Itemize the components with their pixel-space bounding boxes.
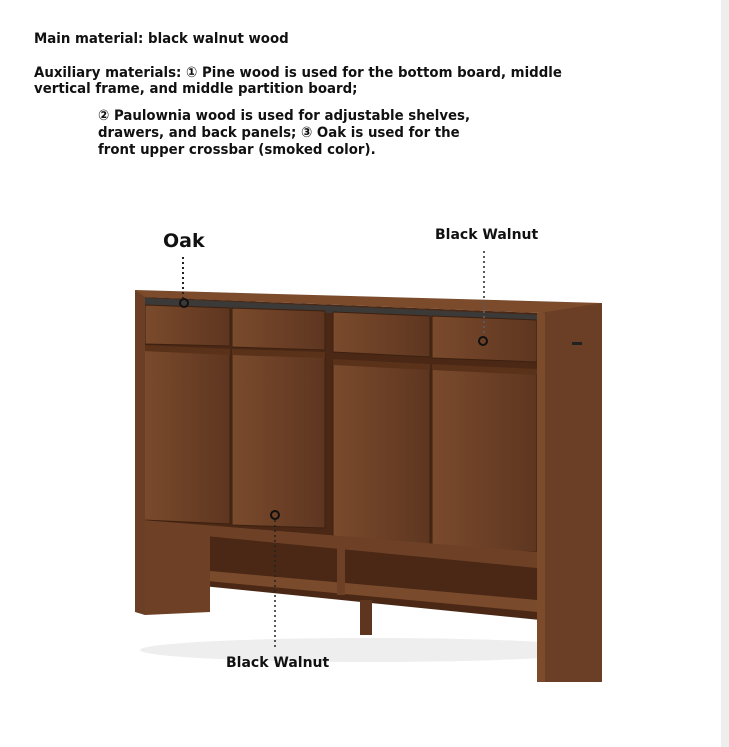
black-walnut-bottom-label: Black Walnut [226, 655, 330, 671]
cabinet-right-side [540, 303, 602, 682]
door [432, 365, 537, 552]
main-material-text: Main material: black walnut wood [34, 31, 289, 47]
auxiliary-line-2: vertical frame, and middle partition board; [34, 81, 358, 97]
auxiliary-line-1: Auxiliary materials: ① Pine wood is used for the bottom board, middle [34, 65, 562, 81]
drawer [333, 312, 430, 357]
door [143, 347, 230, 524]
oak-label: Oak [163, 230, 205, 252]
drawer [145, 305, 230, 346]
drawer [232, 308, 325, 350]
door [232, 350, 325, 528]
auxiliary-line-3: ② Paulownia wood is used for adjustable shelves, [98, 108, 471, 124]
auxiliary-line-5: front upper crossbar (smoked color). [98, 142, 376, 158]
auxiliary-line-4: drawers, and back panels; ③ Oak is used for the [98, 125, 460, 141]
black-walnut-top-label: Black Walnut [435, 227, 539, 243]
door [333, 361, 430, 546]
